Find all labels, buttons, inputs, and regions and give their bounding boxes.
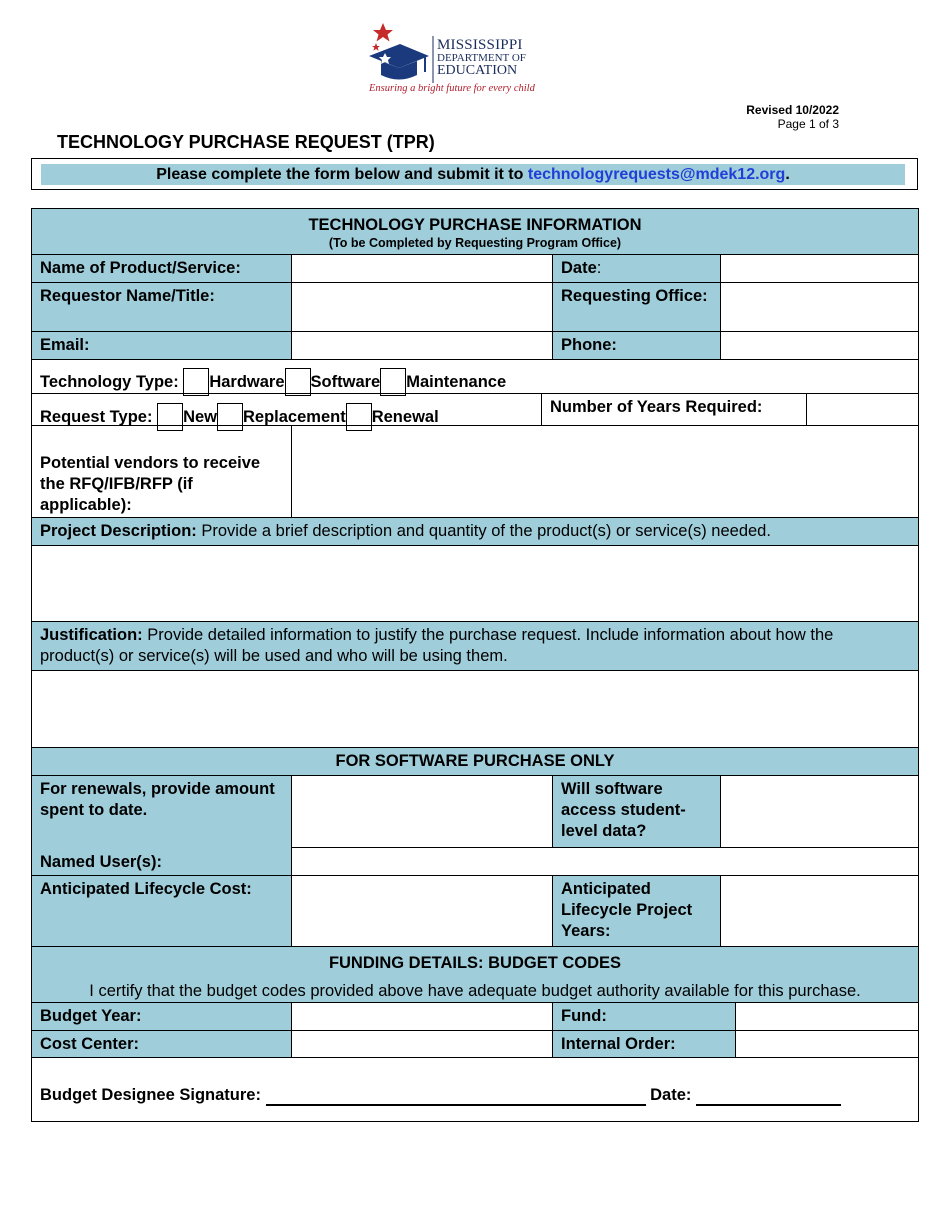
justification-instructions: Provide detailed information to justify the purchase request. Include information about how the product(s) or service(s) will be used and who will be using them. <box>40 626 834 665</box>
maintenance-checkbox[interactable] <box>380 368 406 396</box>
logo-line1: MISSISSIPPI <box>437 37 523 53</box>
lifecycle-cost-field[interactable] <box>291 875 553 947</box>
budget-year-label: Budget Year: <box>31 1002 292 1031</box>
student-data-label: Will software access student-level data? <box>552 775 721 848</box>
renewals-field[interactable] <box>291 775 553 848</box>
technology-type-label: Technology Type: <box>40 373 179 391</box>
cost-center-field[interactable] <box>291 1030 553 1058</box>
submission-email-link[interactable]: technologyrequests@mdek12.org <box>527 166 786 183</box>
logo-tagline: Ensuring a bright future for every child <box>369 83 535 94</box>
office-field[interactable] <box>720 282 919 332</box>
lifecycle-years-label: Anticipated Lifecycle Project Years: <box>552 875 721 947</box>
revision-info <box>700 103 839 131</box>
named-users-label: Named User(s): <box>40 853 162 871</box>
page-number: Page 1 of 3 <box>777 117 839 131</box>
new-option: New <box>183 408 217 426</box>
internal-order-field[interactable] <box>735 1030 919 1058</box>
instruction-box <box>31 158 918 190</box>
funding-certification: I certify that the budget codes provided above have adequate budget authority available for this purchase. <box>89 982 861 1000</box>
signature-row <box>31 1057 919 1122</box>
project-description-instructions: Provide a brief description and quantity of the product(s) or service(s) needed. <box>196 522 771 540</box>
purchase-info-subheading: (To be Completed by Requesting Program Office) <box>328 236 622 250</box>
renewals-label <box>31 775 292 876</box>
justification-label: Justification: <box>40 626 143 644</box>
date-label-text: Date <box>561 259 597 277</box>
years-required-field[interactable] <box>806 393 919 426</box>
office-label: Requesting Office: <box>552 282 721 332</box>
cost-center-label: Cost Center: <box>31 1030 292 1058</box>
signature-date-line[interactable] <box>696 1086 841 1106</box>
funding-heading: FUNDING DETAILS: BUDGET CODES <box>328 954 622 972</box>
hardware-checkbox[interactable] <box>183 368 209 396</box>
internal-order-label: Internal Order: <box>552 1030 736 1058</box>
instruction-text: Please complete the form below and submit it to <box>156 166 528 183</box>
student-data-field[interactable] <box>720 775 919 848</box>
signature-date-label: Date: <box>650 1086 692 1104</box>
logo-text <box>437 38 526 78</box>
project-description-header <box>31 517 919 546</box>
renewal-option: Renewal <box>371 408 439 426</box>
funding-header <box>31 946 919 1003</box>
request-type-label: Request Type: <box>40 408 153 426</box>
justification-header <box>31 621 919 671</box>
product-field[interactable] <box>291 254 553 283</box>
lifecycle-cost-label: Anticipated Lifecycle Cost: <box>31 875 292 947</box>
vendors-field[interactable] <box>291 425 919 518</box>
fund-field[interactable] <box>735 1002 919 1031</box>
project-description-field[interactable] <box>31 545 919 622</box>
star-icon <box>373 23 393 42</box>
email-label: Email: <box>31 331 292 360</box>
signature-line[interactable] <box>266 1086 646 1106</box>
maintenance-option: Maintenance <box>406 373 507 391</box>
purchase-info-header <box>31 208 919 255</box>
requestor-field[interactable] <box>291 282 553 332</box>
page-title: TECHNOLOGY PURCHASE REQUEST (TPR) <box>57 132 435 152</box>
lifecycle-years-field[interactable] <box>720 875 919 947</box>
renewals-label-text: For renewals, provide amount spent to date. <box>40 780 275 819</box>
named-users-field[interactable] <box>291 847 919 876</box>
phone-label: Phone: <box>552 331 721 360</box>
project-description-label: Project Description: <box>40 522 197 540</box>
purchase-info-heading: TECHNOLOGY PURCHASE INFORMATION <box>308 216 642 234</box>
revised-date: Revised 10/2022 <box>746 103 839 117</box>
logo-line3: EDUCATION <box>437 63 518 78</box>
fund-label: Fund: <box>552 1002 736 1031</box>
technology-type-row <box>31 359 919 394</box>
product-label: Name of Product/Service: <box>31 254 292 283</box>
years-required-label: Number of Years Required: <box>541 393 807 426</box>
replacement-option: Replacement <box>243 408 346 426</box>
instruction-bar <box>41 164 905 185</box>
requestor-label: Requestor Name/Title: <box>31 282 292 332</box>
date-label-colon: : <box>596 259 602 277</box>
logo-line2: DEPARTMENT OF <box>437 52 526 64</box>
email-field[interactable] <box>291 331 553 360</box>
justification-field[interactable] <box>31 670 919 748</box>
software-checkbox[interactable] <box>285 368 311 396</box>
request-type-row <box>31 393 542 426</box>
signature-label: Budget Designee Signature: <box>40 1086 261 1104</box>
date-label <box>552 254 721 283</box>
software-option: Software <box>310 373 381 391</box>
budget-year-field[interactable] <box>291 1002 553 1031</box>
instruction-suffix: . <box>785 166 790 183</box>
phone-field[interactable] <box>720 331 919 360</box>
hardware-option: Hardware <box>209 373 285 391</box>
date-field[interactable] <box>720 254 919 283</box>
software-header: FOR SOFTWARE PURCHASE ONLY <box>31 747 919 776</box>
vendors-label: Potential vendors to receive the RFQ/IFB/RFP (if applicable): <box>31 425 292 518</box>
